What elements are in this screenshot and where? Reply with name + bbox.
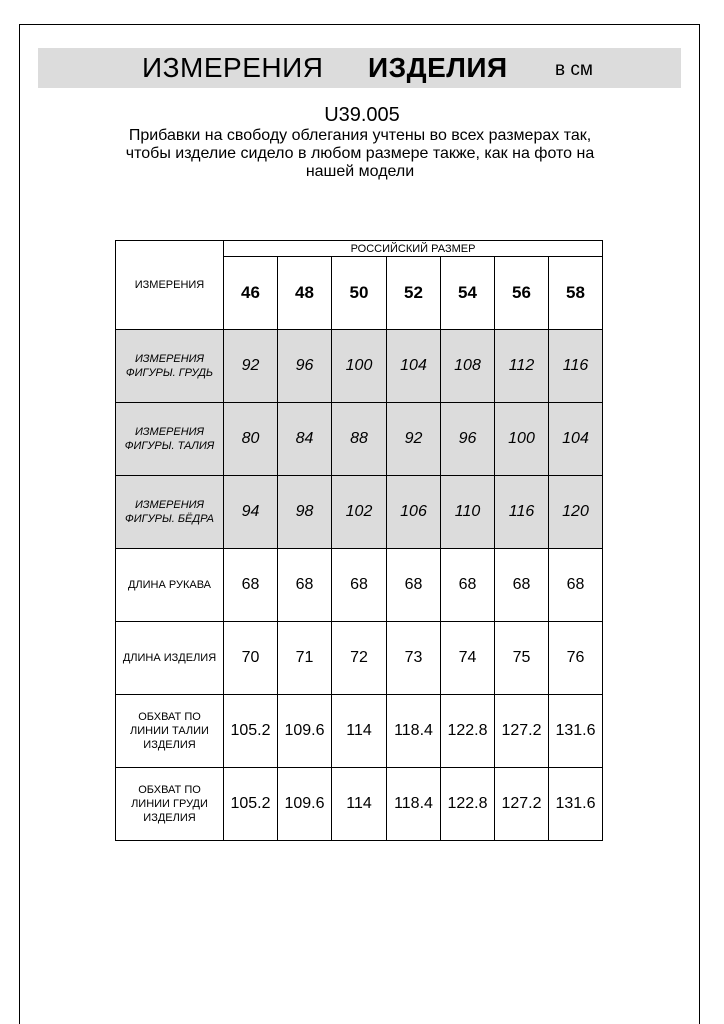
table-cell: 68 [278, 549, 332, 622]
table-cell: 92 [224, 330, 278, 403]
table-cell: 122.8 [441, 695, 495, 768]
table-cell: 70 [224, 622, 278, 695]
row-label: ИЗМЕРЕНИЯ ФИГУРЫ. ТАЛИЯ [116, 403, 224, 476]
table-cell: 114 [332, 768, 387, 841]
fit-note: Прибавки на свободу облегания учтены во всех размерах так, чтобы изделие сидело в любом размере также, как на фото на нашей модели [125, 127, 595, 180]
table-cell: 71 [278, 622, 332, 695]
size-50: 50 [332, 257, 387, 330]
page-title-product: ИЗДЕЛИЯ [368, 52, 508, 83]
table-row [116, 768, 603, 841]
table-cell: 68 [224, 549, 278, 622]
table-cell: 80 [224, 403, 278, 476]
size-table [115, 240, 603, 841]
size-58: 58 [549, 257, 603, 330]
table-cell: 116 [549, 330, 603, 403]
table-cell: 110 [441, 476, 495, 549]
size-56: 56 [495, 257, 549, 330]
size-48: 48 [278, 257, 332, 330]
table-cell: 106 [387, 476, 441, 549]
table-cell: 109.6 [278, 768, 332, 841]
article-number: U39.005 [324, 104, 400, 126]
row-label: ИЗМЕРЕНИЯ ФИГУРЫ. ГРУДЬ [116, 330, 224, 403]
page-title-measurements: ИЗМЕРЕНИЯ [142, 52, 324, 83]
table-cell: 116 [495, 476, 549, 549]
table-cell: 98 [278, 476, 332, 549]
table-cell: 100 [495, 403, 549, 476]
table-cell: 92 [387, 403, 441, 476]
table-cell: 84 [278, 403, 332, 476]
table-cell: 68 [495, 549, 549, 622]
table-cell: 105.2 [224, 768, 278, 841]
table-cell: 100 [332, 330, 387, 403]
table-cell: 68 [441, 549, 495, 622]
table-cell: 75 [495, 622, 549, 695]
row-label: ДЛИНА РУКАВА [116, 549, 224, 622]
table-row [116, 330, 603, 403]
table-cell: 105.2 [224, 695, 278, 768]
row-label: ДЛИНА ИЗДЕЛИЯ [116, 622, 224, 695]
table-row [116, 695, 603, 768]
size-52: 52 [387, 257, 441, 330]
unit-label: в см [555, 59, 593, 80]
table-row [116, 403, 603, 476]
table-cell: 74 [441, 622, 495, 695]
row-label: ИЗМЕРЕНИЯ ФИГУРЫ. БЁДРА [116, 476, 224, 549]
table-cell: 127.2 [495, 768, 549, 841]
table-cell: 108 [441, 330, 495, 403]
table-cell: 112 [495, 330, 549, 403]
table-cell: 109.6 [278, 695, 332, 768]
table-cell: 120 [549, 476, 603, 549]
table-row [116, 622, 603, 695]
table-row [116, 549, 603, 622]
table-cell: 68 [332, 549, 387, 622]
table-cell: 118.4 [387, 695, 441, 768]
row-label: ОБХВАТ ПО ЛИНИИ ГРУДИ ИЗДЕЛИЯ [116, 768, 224, 841]
table-cell: 114 [332, 695, 387, 768]
table-cell: 72 [332, 622, 387, 695]
table-cell: 68 [387, 549, 441, 622]
size-46: 46 [224, 257, 278, 330]
table-cell: 104 [387, 330, 441, 403]
table-cell: 104 [549, 403, 603, 476]
size-group-label: РОССИЙСКИЙ РАЗМЕР [224, 241, 603, 257]
size-54: 54 [441, 257, 495, 330]
table-cell: 131.6 [549, 695, 603, 768]
table-cell: 122.8 [441, 768, 495, 841]
table-cell: 68 [549, 549, 603, 622]
table-cell: 131.6 [549, 768, 603, 841]
table-cell: 96 [441, 403, 495, 476]
table-cell: 73 [387, 622, 441, 695]
table-cell: 76 [549, 622, 603, 695]
row-label: ОБХВАТ ПО ЛИНИИ ТАЛИИ ИЗДЕЛИЯ [116, 695, 224, 768]
table-cell: 127.2 [495, 695, 549, 768]
table-cell: 96 [278, 330, 332, 403]
corner-label: ИЗМЕРЕНИЯ [116, 241, 224, 330]
table-cell: 102 [332, 476, 387, 549]
table-cell: 88 [332, 403, 387, 476]
table-cell: 94 [224, 476, 278, 549]
table-row [116, 476, 603, 549]
table-cell: 118.4 [387, 768, 441, 841]
